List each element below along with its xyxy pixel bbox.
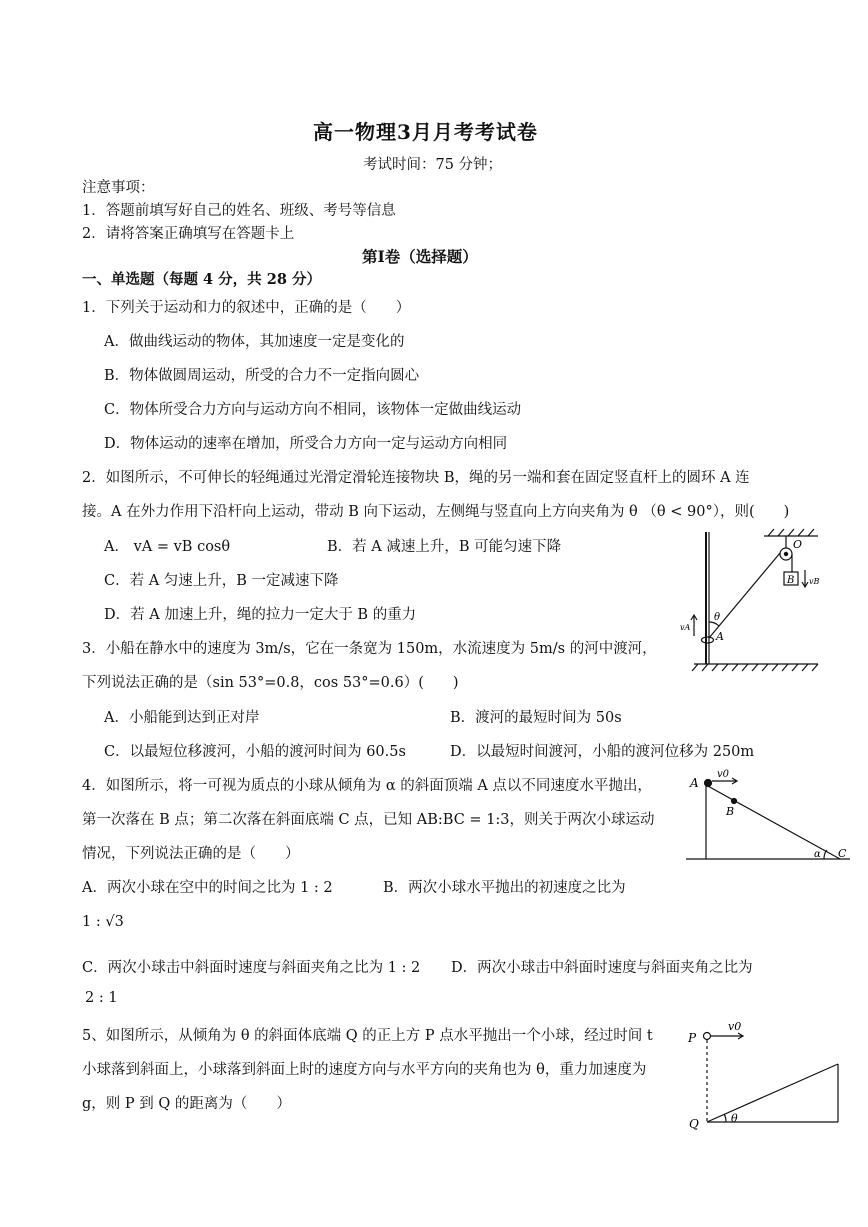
q2-option-c: C．若 A 匀速上升，B 一定减速下降 (104, 573, 339, 589)
q1-option-c: C．物体所受合力方向与运动方向不相同，该物体一定做曲线运动 (104, 402, 522, 418)
q3-option-c: C．以最短位移渡河，小船的渡河时间为 60.5s (104, 744, 406, 760)
ball-icon (705, 780, 712, 787)
label-b: B (787, 575, 795, 586)
q2-stem-line1: 2．如图所示，不可伸长的轻绳通过光滑定滑轮连接物块 B，绳的另一端和套在固定竖直杆上的圆环 A 连 (82, 470, 750, 486)
q4-stem-line1: 4．如图所示，将一可视为质点的小球从倾角为 α 的斜面顶端 A 点以不同速度水平抛出， (82, 778, 652, 794)
q1-option-d: D．物体运动的速率在增加，所受合力方向一定与运动方向相同 (104, 436, 508, 452)
q5-stem-line1: 5、如图所示，从倾角为 θ 的斜面体底端 Q 的正上方 P 点水平抛出一个小球，经过时间 t (82, 1028, 653, 1044)
label-p: P (688, 1031, 697, 1045)
q1-stem: 1．下列关于运动和力的叙述中，正确的是（ ） (82, 300, 411, 316)
q2-stem-line2: 接。A 在外力作用下沿杆向上运动，带动 B 向下运动，左侧绳与竖直向上方向夹角为 θ （θ < 90°），则( ) (82, 504, 790, 520)
q3-stem-line1: 3．小船在静水中的速度为 3m/s，它在一条宽为 150m，水流速度为 5m/s 的河中渡河， (82, 641, 657, 657)
notes-heading: 注意事项： (82, 180, 155, 196)
page-title: 高一物理3月月考考试卷 (313, 120, 538, 144)
part1-title: 一、单选题（每题 4 分，共 28 分） (82, 271, 321, 288)
note-item: 2．请将答案正确填写在答题卡上 (82, 226, 295, 242)
label-o: O (793, 538, 803, 551)
q5-stem-line3: g，则 P 到 Q 的距离为（ ） (82, 1096, 291, 1112)
q2-option-d: D．若 A 加速上升，绳的拉力一定大于 B 的重力 (104, 607, 417, 623)
q4-option-a: A．两次小球在空中的时间之比为 1 : 2 (82, 880, 333, 896)
ball-icon (704, 1033, 711, 1040)
label-q: Q (689, 1117, 699, 1131)
label-a: A (716, 630, 724, 643)
q4-option-c: C．两次小球击中斜面时速度与斜面夹角之比为 1 : 2 (82, 960, 421, 976)
exam-time: 考试时间：75 分钟； (363, 157, 503, 173)
label-a: A (690, 776, 699, 790)
q3-option-d: D．以最短时间渡河，小船的渡河位移为 250m (450, 744, 755, 760)
label-v0: v0 (717, 769, 730, 780)
label-vb: vB (809, 577, 820, 586)
q5-figure (686, 1014, 846, 1134)
volume-title: 第Ⅰ卷（选择题） (362, 247, 478, 266)
label-v0: v0 (728, 1020, 742, 1033)
label-c: C (838, 847, 847, 860)
ring-a-icon (702, 637, 714, 643)
q4-option-d: D．两次小球击中斜面时速度与斜面夹角之比为 (451, 960, 753, 976)
label-va: vA (680, 623, 691, 632)
label-alpha: α (814, 849, 821, 860)
q3-stem-line2: 下列说法正确的是（sin 53°=0.8，cos 53°=0.6）( ) (82, 675, 459, 691)
label-b: B (726, 805, 735, 818)
q4-figure (684, 765, 854, 870)
ground-hatch (692, 664, 818, 671)
q3-option-b: B．渡河的最短时间为 50s (450, 710, 622, 726)
q4-option-d-cont: 2 : 1 (85, 990, 118, 1006)
q2-option-b: B．若 A 减速上升，B 可能匀速下降 (327, 539, 562, 555)
q3-option-a: A．小船能到达到正对岸 (104, 710, 260, 726)
note-item: 1．答题前填写好自己的姓名、班级、考号等信息 (82, 203, 396, 219)
q4-option-b: B．两次小球水平抛出的初速度之比为 (383, 880, 626, 896)
label-theta: θ (731, 1112, 738, 1125)
q4-option-b-cont: 1 : √3 (82, 914, 124, 930)
q5-stem-line2: 小球落到斜面上，小球落到斜面上时的速度方向与水平方向的夹角也为 θ，重力加速度为 (82, 1062, 647, 1078)
q1-option-b: B．物体做圆周运动，所受的合力不一定指向圆心 (104, 368, 420, 384)
q2-figure (676, 526, 824, 674)
label-theta: θ (714, 612, 721, 623)
q1-option-a: A．做曲线运动的物体，其加速度一定是变化的 (104, 334, 405, 350)
q4-stem-line3: 情况，下列说法正确的是（ ） (82, 846, 300, 862)
q2-option-a: A． vA = vB cosθ (104, 539, 231, 555)
q4-stem-line2: 第一次落在 B 点；第二次落在斜面底端 C 点，已知 AB:BC = 1:3，则关于两次小球运动 (82, 812, 655, 828)
